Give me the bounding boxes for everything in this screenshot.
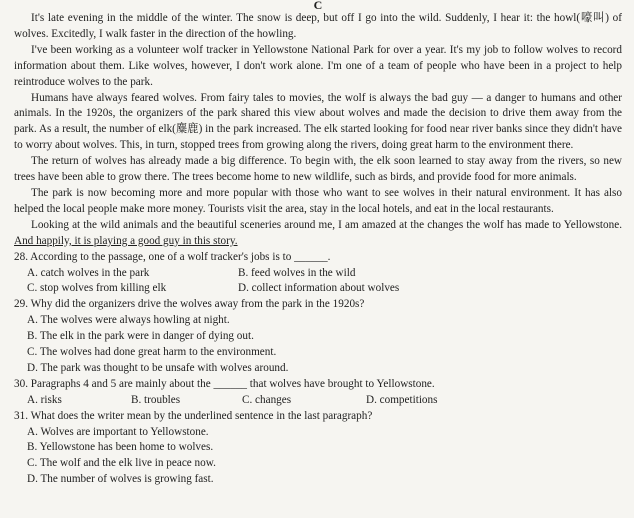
option-b[interactable]: B. The elk in the park were in danger of dying out. bbox=[27, 330, 254, 343]
question-text: Why did the organizers drive the wolves away from the park in the 1920s? bbox=[30, 298, 365, 311]
question-number: 28. bbox=[14, 250, 28, 263]
option-c[interactable]: C. The wolves had done great harm to the environment. bbox=[27, 346, 277, 359]
question-28 bbox=[14, 250, 622, 298]
section-label: C bbox=[313, 0, 323, 12]
option-a[interactable]: A. catch wolves in the park bbox=[27, 266, 150, 279]
option-b[interactable]: B. Yellowstone has been home to wolves. bbox=[27, 441, 214, 454]
question-number: 30. bbox=[14, 377, 28, 390]
question-31 bbox=[14, 409, 622, 489]
option-d[interactable]: D. collect information about wolves bbox=[238, 282, 400, 295]
question-number: 31. bbox=[14, 409, 28, 422]
options bbox=[14, 313, 622, 377]
passage-paragraph-1: It's late evening in the middle of the winter. The snow is deep, but off I go into the wild. Suddenly, I hear it: the howl(嚎叫) of wolves. Excitedly, I walk faster in the direction of the howling. bbox=[14, 12, 622, 40]
passage-paragraph-5: The park is now becoming more and more popular with those who want to see wolves in their natural environment. It has also helped the local people make more money. Tourists visit the area, stay in the local hotels, and eat in the local restaurants. bbox=[14, 186, 622, 215]
options bbox=[14, 425, 622, 489]
question-text: Paragraphs 4 and 5 are mainly about the ______ that wolves have brought to Yellowstone. bbox=[30, 377, 435, 390]
underlined-sentence: And happily, it is playing a good guy in this story. bbox=[14, 234, 238, 247]
passage-paragraph-2: I've been working as a volunteer wolf tracker in Yellowstone National Park for over a year. It's my job to follow wolves to record information about them. Like wolves, however, I don't work alone. I'm one of a team of people who have been in a project to help reintroduce wolves to the park. bbox=[14, 43, 622, 88]
option-b[interactable]: B. troubles bbox=[131, 393, 181, 406]
question-stem bbox=[14, 250, 622, 266]
option-d[interactable]: D. competitions bbox=[366, 393, 438, 406]
option-b[interactable]: B. feed wolves in the wild bbox=[238, 266, 356, 279]
passage-paragraph-6 bbox=[14, 218, 622, 250]
option-a[interactable]: A. The wolves were always howling at night. bbox=[27, 314, 230, 327]
option-c[interactable]: C. changes bbox=[242, 393, 292, 406]
question-stem bbox=[14, 377, 622, 393]
option-a[interactable]: A. risks bbox=[27, 393, 62, 406]
question-stem bbox=[14, 409, 622, 425]
passage-paragraph-4: The return of wolves has already made a big difference. To begin with, the elk soon learned to stay away from the rivers, so new trees have been able to grow there. The trees become home to new wildlife, such as birds, and provide food for more animals. bbox=[14, 155, 622, 184]
option-d[interactable]: D. The park was thought to be unsafe with wolves around. bbox=[27, 361, 289, 374]
question-text: According to the passage, one of a wolf tracker's jobs is to ______. bbox=[30, 250, 331, 263]
question-number: 29. bbox=[14, 298, 28, 311]
option-a[interactable]: A. Wolves are important to Yellowstone. bbox=[27, 425, 209, 438]
option-c[interactable]: C. The wolf and the elk live in peace now. bbox=[27, 457, 216, 470]
option-c[interactable]: C. stop wolves from killing elk bbox=[27, 282, 167, 295]
question-30 bbox=[14, 377, 622, 409]
options bbox=[14, 266, 622, 298]
question-29 bbox=[14, 297, 622, 377]
options bbox=[14, 393, 622, 409]
question-text: What does the writer mean by the underlined sentence in the last paragraph? bbox=[30, 409, 373, 422]
last-paragraph-text: Looking at the wild animals and the beautiful sceneries around me, I am amazed at the changes the wolf has made to Yellowstone. bbox=[31, 218, 622, 231]
question-stem bbox=[14, 297, 622, 313]
option-d[interactable]: D. The number of wolves is growing fast. bbox=[27, 473, 214, 486]
passage-paragraph-3: Humans have always feared wolves. From fairy tales to movies, the wolf is always the bad guy — a danger to humans and other animals. In the 1920s, the organizers of the park shared this view about wolves and made the decision to drive them away from the park. As a result, the number of elk(麋鹿) in the park increased. The elk started looking for food near river banks since they didn't have to worry about wolves. This, in turn, stopped trees from growing along the rivers, doing great harm to the environment there. bbox=[14, 91, 622, 152]
